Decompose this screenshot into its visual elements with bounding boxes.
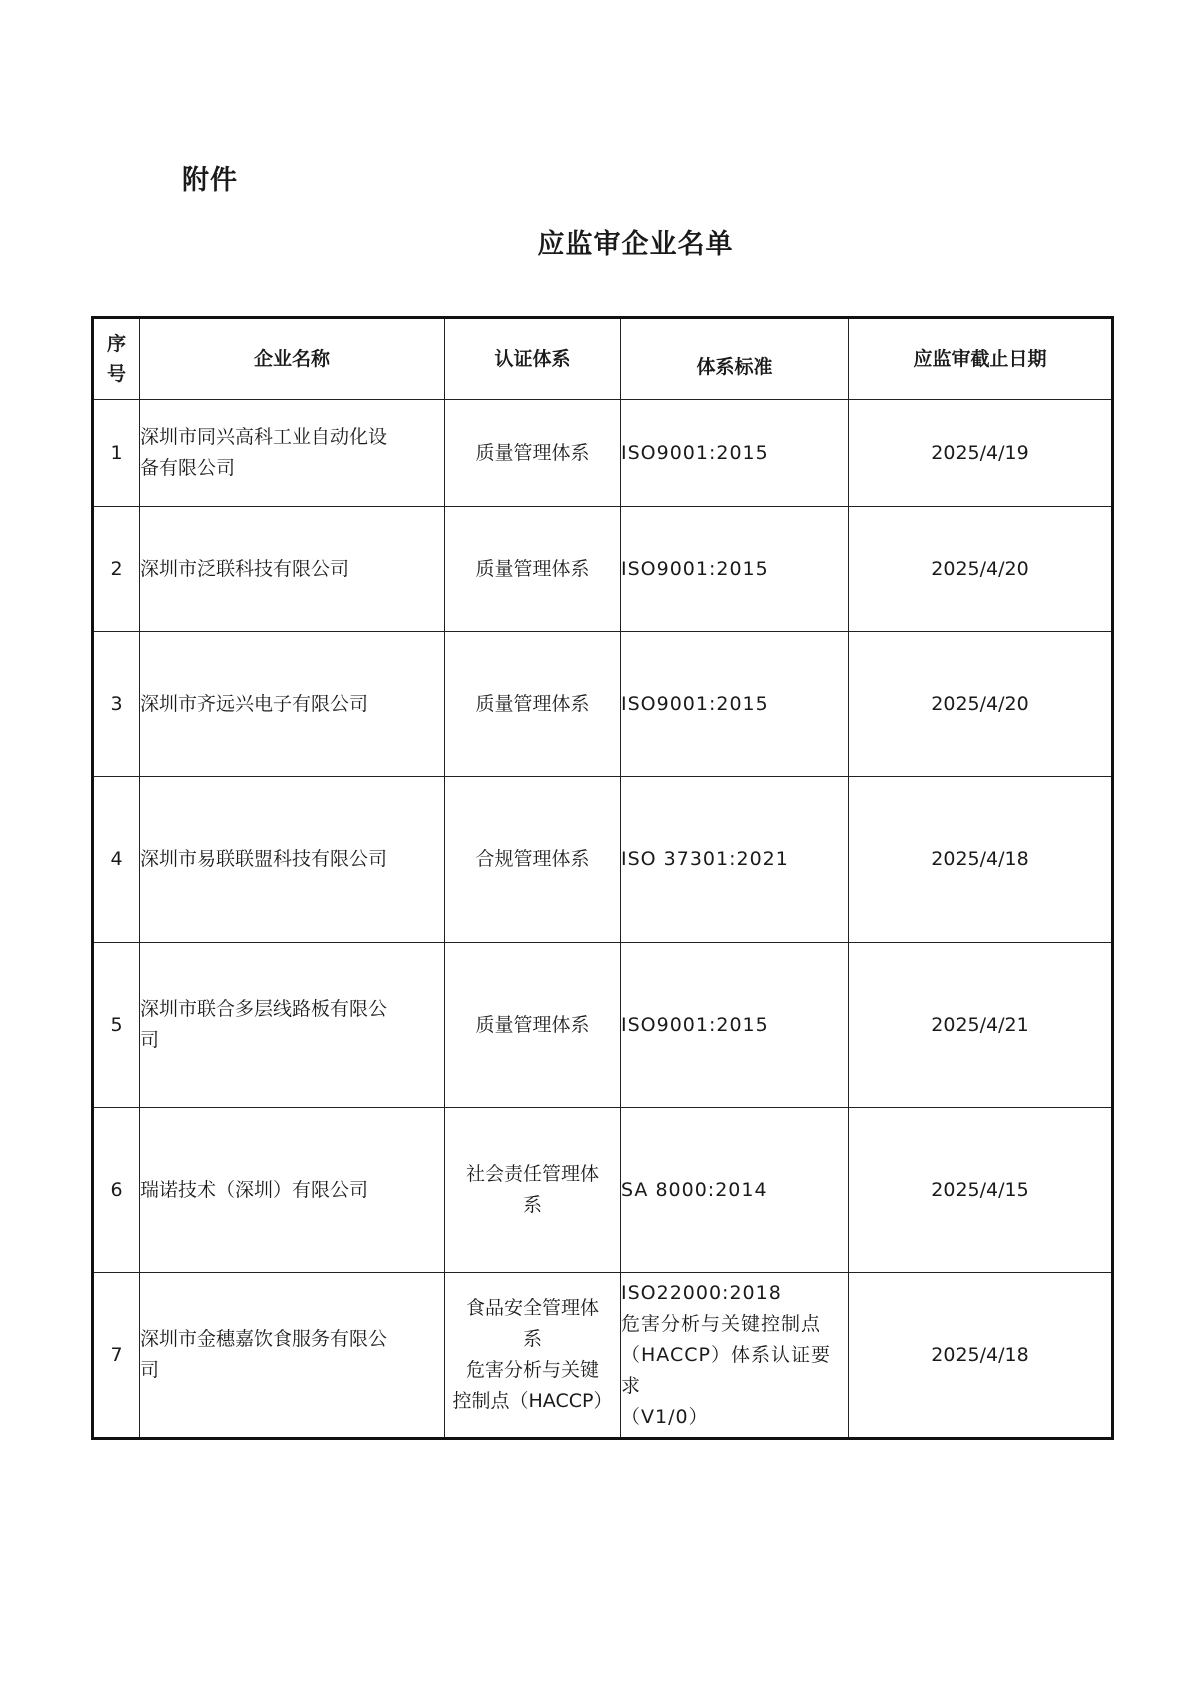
cell-standard: SA 8000:2014 xyxy=(621,1108,849,1273)
cell-system: 质量管理体系 xyxy=(445,943,621,1108)
cell-no: 6 xyxy=(93,1108,140,1273)
header-no: 序 号 xyxy=(93,318,140,400)
table-header-row xyxy=(93,318,1113,400)
cell-standard: ISO9001:2015 xyxy=(621,943,849,1108)
cell-system: 质量管理体系 xyxy=(445,507,621,632)
cell-system: 社会责任管理体 系 xyxy=(445,1108,621,1273)
cell-name: 深圳市齐远兴电子有限公司 xyxy=(140,632,445,777)
cell-system: 质量管理体系 xyxy=(445,400,621,507)
cell-name: 深圳市联合多层线路板有限公 司 xyxy=(140,943,445,1108)
table-row xyxy=(93,777,1113,943)
cell-system: 质量管理体系 xyxy=(445,632,621,777)
cell-standard: ISO22000:2018 危害分析与关键控制点 （HACCP）体系认证要求 （V1/0） xyxy=(621,1273,849,1439)
cell-standard: ISO9001:2015 xyxy=(621,400,849,507)
document-title: 应监审企业名单 xyxy=(537,229,734,260)
cell-system: 食品安全管理体 系 危害分析与关键 控制点（HACCP） xyxy=(445,1273,621,1439)
cell-deadline: 2025/4/18 xyxy=(849,1273,1113,1439)
header-deadline: 应监审截止日期 xyxy=(849,318,1113,400)
cell-no: 7 xyxy=(93,1273,140,1439)
cell-deadline: 2025/4/21 xyxy=(849,943,1113,1108)
cell-no: 1 xyxy=(93,400,140,507)
attachment-label: 附件 xyxy=(182,165,238,196)
cell-no: 3 xyxy=(93,632,140,777)
cell-deadline: 2025/4/20 xyxy=(849,632,1113,777)
cell-standard: ISO9001:2015 xyxy=(621,507,849,632)
cell-deadline: 2025/4/15 xyxy=(849,1108,1113,1273)
table-row xyxy=(93,1273,1113,1439)
cell-name: 深圳市同兴高科工业自动化设 备有限公司 xyxy=(140,400,445,507)
table-row xyxy=(93,400,1113,507)
cell-deadline: 2025/4/19 xyxy=(849,400,1113,507)
header-name: 企业名称 xyxy=(140,318,445,400)
cell-no: 2 xyxy=(93,507,140,632)
table-row xyxy=(93,943,1113,1108)
cell-name: 瑞诺技术（深圳）有限公司 xyxy=(140,1108,445,1273)
table-row xyxy=(93,507,1113,632)
cell-name: 深圳市金穗嘉饮食服务有限公 司 xyxy=(140,1273,445,1439)
table-row xyxy=(93,632,1113,777)
cell-deadline: 2025/4/18 xyxy=(849,777,1113,943)
cell-deadline: 2025/4/20 xyxy=(849,507,1113,632)
cell-system: 合规管理体系 xyxy=(445,777,621,943)
cell-standard: ISO 37301:2021 xyxy=(621,777,849,943)
enterprise-table xyxy=(91,316,1114,1440)
header-standard: 体系标准 xyxy=(621,318,849,400)
cell-standard: ISO9001:2015 xyxy=(621,632,849,777)
cell-name: 深圳市泛联科技有限公司 xyxy=(140,507,445,632)
cell-no: 4 xyxy=(93,777,140,943)
cell-name: 深圳市易联联盟科技有限公司 xyxy=(140,777,445,943)
header-system: 认证体系 xyxy=(445,318,621,400)
cell-no: 5 xyxy=(93,943,140,1108)
table-row xyxy=(93,1108,1113,1273)
